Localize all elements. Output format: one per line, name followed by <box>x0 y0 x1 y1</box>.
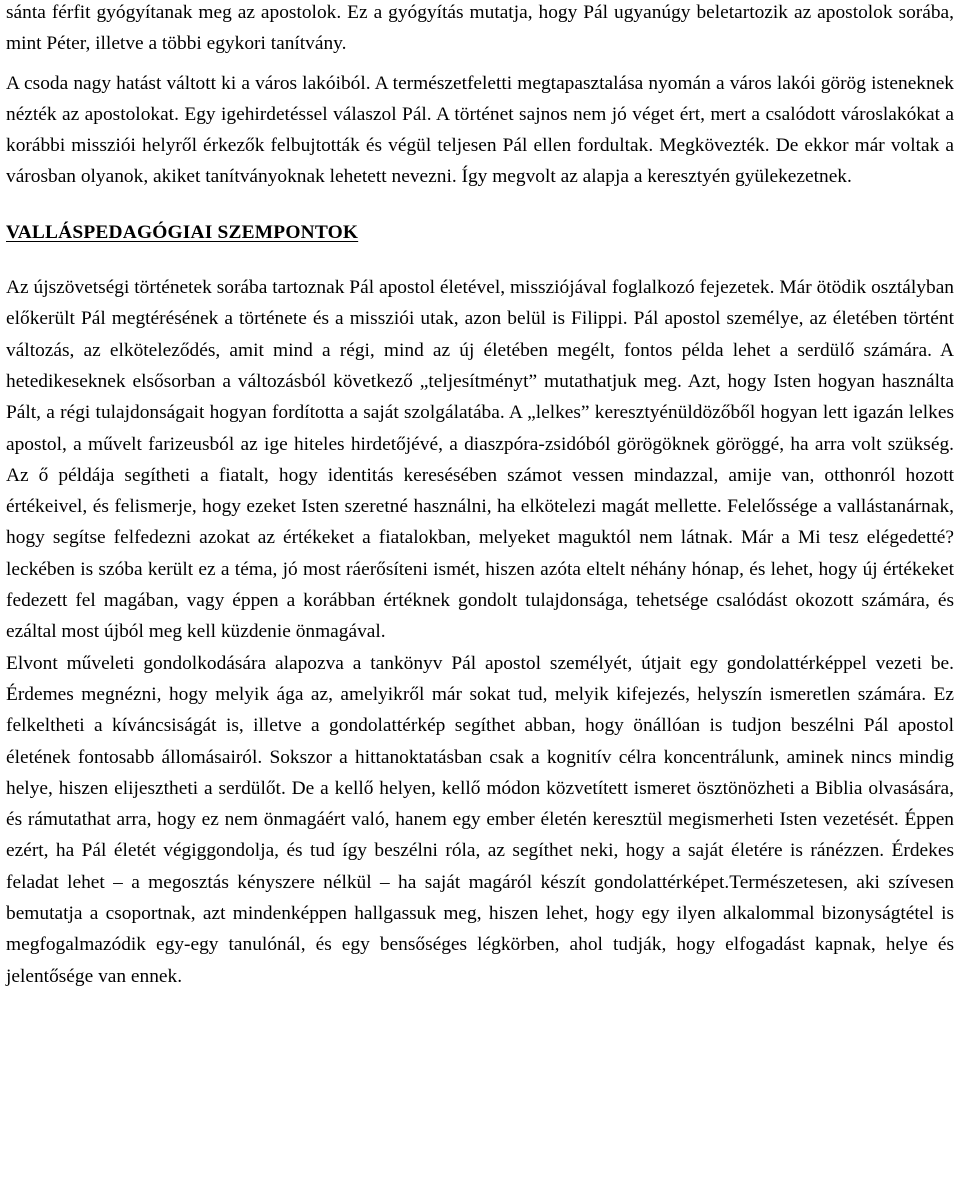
heading-gap <box>6 248 954 272</box>
document-page <box>6 0 954 992</box>
section-gap <box>6 193 954 217</box>
intro-paragraph-2: A csoda nagy hatást váltott ki a város lakóiból. A természetfeletti megtapasztalása nyomán a város lakói görög isteneknek nézték az apostolokat. Egy igehirdetéssel válaszol Pál. A történet sajnos nem jó véget ért, mert a csalódott városlakókat a korábbi missziói helyről érkezők felbujtották és végül teljesen Pál ellen fordultak. Megkövezték. De ekkor már voltak a városban olyanok, akiket tanítványoknak lehetett nevezni. Így megvolt az alapja a keresztyén gyülekezetnek. <box>6 72 954 188</box>
paragraph-gap <box>6 60 954 68</box>
section-paragraph-2: Elvont műveleti gondolkodására alapozva a tankönyv Pál apostol személyét, útjait egy gondolattérképpel vezeti be. Érdemes megnézni, hogy melyik ága az, amelyikről már sokat tud, melyik kifejezés, helyszín ismeretlen számára. Ez felkeltheti a kíváncsiságát is, illetve a gondolattérkép segíthet abban, hogy önállóan is tudjon beszélni Pál apostol életének fontosabb állomásairól. Sokszor a hittanoktatásban csak a kognitív célra koncentrálunk, aminek nincs mindig helye, hiszen elijesztheti a serdülőt. De a kellő helyen, kellő módon közvetített ismeret ösztönözheti a Biblia olvasására, és rámutathat arra, hogy ez nem önmagáért való, hanem egy ember életén keresztül megismerheti Isten vezetését. Éppen ezért, ha Pál életét végiggondolja, és tud így beszélni róla, az segíthet neki, hogy a saját életére is ránézzen. Érdekes feladat lehet – a megosztás kényszere nélkül – ha saját magáról készít gondolattérképet.Természetesen, aki szívesen bemutatja a csoportnak, azt mindenképpen hallgassuk meg, hiszen lehet, hogy egy ilyen alkalommal bizonyságtétel is megfogalmazódik egy-egy tanulónál, és egy bensőséges légkörben, ahol tudják, hogy elfogadást kapnak, helye és jelentősége van ennek. <box>6 652 954 987</box>
intro-paragraph-1: sánta férfit gyógyítanak meg az apostolok. Ez a gyógyítás mutatja, hogy Pál ugyanúgy beletartozik az apostolok sorába, mint Péter, illetve a többi egykori tanítvány. <box>6 2 954 55</box>
section-heading: VALLÁSPEDAGÓGIAI SZEMPONTOK <box>6 221 359 243</box>
section-paragraph-1: Az újszövetségi történetek sorába tartoznak Pál apostol életével, missziójával foglalkozó fejezetek. Már ötödik osztályban előkerült Pál megtérésének a története és a missziói utak, azon belül is Filippi. Pál apostol személye, az életében történt változás, az elköteleződés, amit mind a régi, mind az új életében megélt, fontos példa lehet a serdülő számára. A hetedikeseknek elsősorban a változásból következő „teljesítményt” mutathatjuk meg. Azt, hogy Isten hogyan használta Pált, a régi tulajdonságait hogyan fordította a saját szolgálatába. A „lelkes” keresztyénüldözőből hogyan lett igazán lelkes apostol, a művelt farizeusból az ige hiteles hirdetőjévé, a diaszpóra-zsidóból görögöknek göröggé, ha arra volt szükség. Az ő példája segítheti a fiatalt, hogy identitás keresésében számot vessen mindazzal, amije van, otthonról hozott értékeivel, és felismerje, hogy ezeket Isten szeretné használni, ha elkötelezi magát mellette. Felelőssége a vallástanárnak, hogy segítse felfedezni azokat az értékeket a fiatalokban, melyeket maguktól nem látnak. Már a Mi tesz elégedetté? leckében is szóba került ez a téma, jó most ráerősíteni ismét, hiszen azóta eltelt néhány hónap, és lehet, hogy új értékeket fedezett fel magában, vagy éppen a korábban értéknek gondolt tulajdonsága, tehetsége csalódást okozott számára, és ezáltal most újból meg kell küzdenie önmagával. <box>6 277 954 643</box>
